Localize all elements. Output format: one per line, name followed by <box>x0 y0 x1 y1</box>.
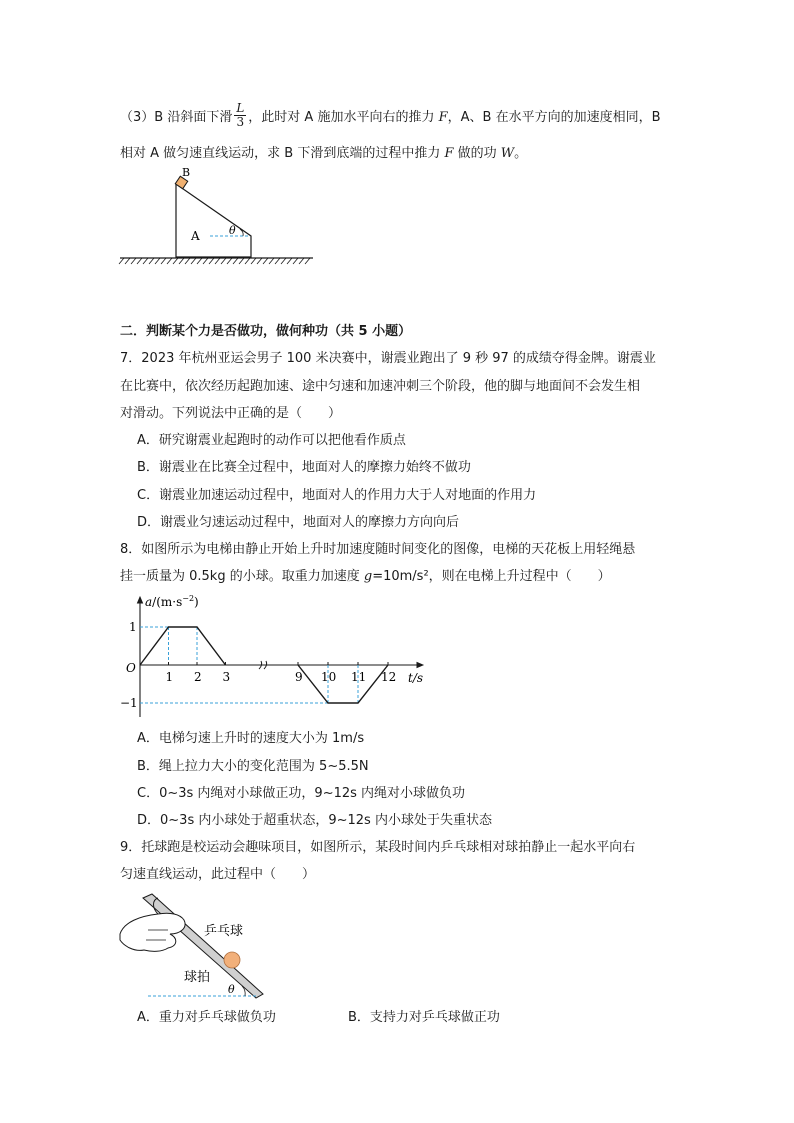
q7-stem-line: 对滑动。下列说法中正确的是（ ） <box>120 406 342 421</box>
y-tick-label: 1 <box>129 620 137 634</box>
x-tick-label: 9 <box>295 670 303 684</box>
q7-option-c: C．谢震业加速运动过程中，地面对人的作用力大于人对地面的作用力 <box>137 488 537 503</box>
q6-text: 相对 A 做匀速直线运动，求 B 下滑到底端的过程中推力 <box>120 146 445 161</box>
y-tick-label: −1 <box>120 696 138 710</box>
label-paddle: 球拍 <box>184 970 211 985</box>
q9-stem-line: 匀速直线运动，此过程中（ ） <box>120 867 316 882</box>
q6-part3-line2 <box>120 144 527 164</box>
x-tick-label: 2 <box>194 670 202 684</box>
q7-stem-line: 7．2023 年杭州亚运会男子 100 米决赛中，谢震业跑出了 9 秒 97 的成绩夺得金牌。谢震业 <box>120 351 656 366</box>
q6-text: 。 <box>514 146 528 161</box>
q7-option-a: A．研究谢震业起跑时的动作可以把他看作质点 <box>137 433 406 448</box>
q7-option-d: D．谢震业匀速运动过程中，地面对人的摩擦力方向向后 <box>137 515 460 530</box>
symbol-g: g <box>363 569 373 584</box>
label-B: B <box>182 168 191 179</box>
block-A <box>176 184 251 257</box>
paddle-figure <box>118 890 278 1002</box>
q9-option-a: A．重力对乒乓球做负功 <box>137 1010 276 1025</box>
x-tick-label: 12 <box>381 670 397 684</box>
q8-stem-line: 8．如图所示为电梯由静止开始上升时加速度随时间变化的图像，电梯的天花板上用轻绳悬 <box>120 542 636 557</box>
q6-text: （3）B 沿斜面下滑 <box>120 110 233 125</box>
series-line-1 <box>140 627 226 665</box>
section-heading: 二．判断某个力是否做功，做何种功（共 5 小题） <box>120 324 412 339</box>
ground-hatching <box>119 258 310 264</box>
symbol-F: F <box>444 146 454 161</box>
q8-option-c: C．0~3s 内绳对小球做正功，9~12s 内绳对小球做负功 <box>137 786 466 801</box>
q8-text: =10m/s²，则在电梯上升过程中（ ） <box>372 569 611 584</box>
q8-stem-line <box>120 567 611 587</box>
fraction-l-over-3 <box>234 102 246 129</box>
q7-stem-line: 在比赛中，依次经历起跑加速、途中匀速和加速冲刺三个阶段，他的脚与地面间不会发生相 <box>120 379 641 394</box>
q6-text: ，A、B 在水平方向的加速度相同，B <box>447 110 661 125</box>
label-theta: θ <box>229 224 236 237</box>
x-tick-label: 3 <box>222 670 231 684</box>
q8-option-b: B．绳上拉力大小的变化范围为 5~5.5N <box>137 759 369 774</box>
acceleration-chart <box>118 592 438 722</box>
symbol-F: F <box>438 110 448 125</box>
q6-text: 做的功 <box>453 146 501 161</box>
x-axis-label: t/s <box>408 671 424 685</box>
fraction-numerator: L <box>236 101 245 115</box>
label-A: A <box>191 229 200 243</box>
ping-pong-ball <box>224 952 240 968</box>
origin-label: O <box>126 661 136 675</box>
q9-stem-line: 9．托球跑是校运动会趣味项目，如图所示，某段时间内乒乓球相对球拍静止一起水平向右 <box>120 840 636 855</box>
q8-option-d: D．0~3s 内小球处于超重状态，9~12s 内小球处于失重状态 <box>137 813 492 828</box>
x-tick-label: 10 <box>321 670 337 684</box>
label-theta: θ <box>228 983 235 996</box>
label-ping-pong-ball: 乒乓球 <box>204 924 244 939</box>
q6-part3-line1 <box>120 101 661 131</box>
symbol-W: W <box>500 146 515 161</box>
fraction-denominator: 3 <box>236 115 245 129</box>
incline-figure <box>118 168 318 268</box>
x-tick-label: 1 <box>165 670 174 684</box>
q6-text: ，此时对 A 施加水平向右的推力 <box>248 110 439 125</box>
q8-text: 挂一质量为 0.5kg 的小球。取重力加速度 <box>120 569 364 584</box>
q9-option-b: B．支持力对乒乓球做正功 <box>348 1010 500 1025</box>
q8-option-a: A．电梯匀速上升时的速度大小为 1m/s <box>137 731 365 746</box>
hand <box>120 913 185 951</box>
y-axis-label: $a/(m\cdot s^{-2})$ <box>145 594 199 609</box>
q7-option-b: B．谢震业在比赛全过程中，地面对人的摩擦力始终不做功 <box>137 460 471 475</box>
x-tick-label: 11 <box>351 670 367 684</box>
series-line-2 <box>298 665 388 703</box>
